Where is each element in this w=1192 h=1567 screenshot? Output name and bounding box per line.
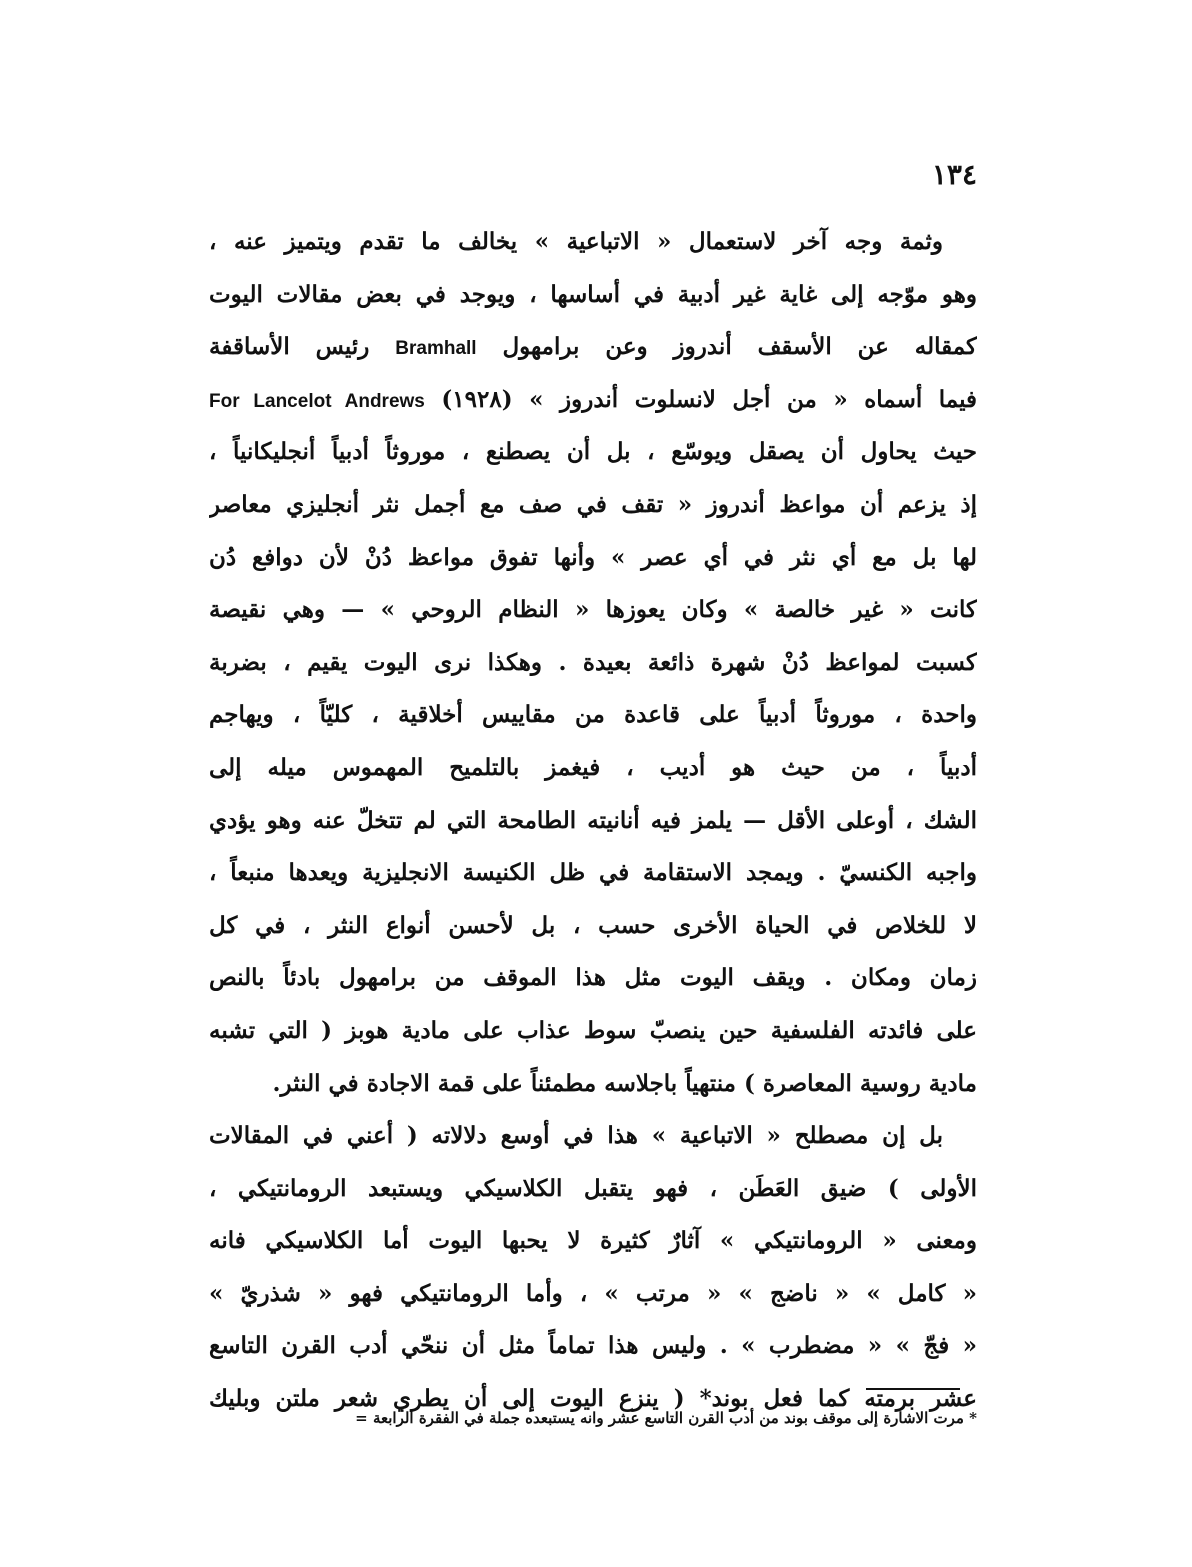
footnote-divider [866, 1388, 960, 1390]
text-segment: فيما أسماه « من أجل لانسلوت أندروز » (١٩٢٨) [441, 385, 977, 413]
text-line [209, 374, 977, 427]
text-line: لا للخلاص في الحياة الأخرى حسب ، بل لأحسن أنواع النثر ، في كل [209, 911, 977, 939]
page-number: ١٣٤ [931, 158, 977, 191]
text-line: إذ يزعم أن مواعظ أندروز « تقف في صف مع أجمل نثر أنجليزي معاصر [209, 490, 977, 518]
text-line: الشك ، أوعلى الأقل — يلمز فيه أنانيته الطامحة التي لم تتخلّ عنه وهو يؤدي [209, 806, 977, 834]
text-line: واحدة ، موروثاً أدبياً على قاعدة من مقاييس أخلاقية ، كليّاً ، ويهاجم [209, 701, 977, 729]
text-line: حيث يحاول أن يصقل ويوسّع ، بل أن يصطنع ، موروثاً أدبياً أنجليكانياً ، [209, 438, 977, 466]
text-line: عشر برمته كما فعل بوند* ( ينزع اليوت إلى أن يطري شعر ملتن وبليك [209, 1385, 977, 1413]
text-segment: كمقاله عن الأسقف أندروز وعن برامهول [502, 333, 977, 361]
text-segment: رئيس الأساقفة [209, 333, 370, 361]
text-line: كانت « غير خالصة » وكان يعوزها « النظام الروحي » — وهي نقيصة [209, 596, 977, 624]
text-line: أدبياً ، من حيث هو أديب ، فيغمز بالتلميح المهموس ميله إلى [209, 753, 977, 781]
text-line: وهو موّجه إلى غاية غير أدبية في أساسها ، ويوجد في بعض مقالات اليوت [209, 280, 977, 308]
latin-title: For Lancelot Andrews [209, 390, 425, 412]
text-line: « فجّ » « مضطرب » . وليس هذا تماماً مثل أن ننحّي أدب القرن التاسع [209, 1332, 977, 1360]
text-line: الأولى ) ضيق العَطَن ، فهو يتقبل الكلاسيكي ويستبعد الرومانتيكي ، [209, 1174, 977, 1202]
text-line: « كامل » « ناضج » « مرتب » ، وأما الرومانتيكي فهو « شذريّ » [209, 1279, 977, 1307]
text-line: واجبه الكنسيّ . ويمجد الاستقامة في ظل الكنيسة الانجليزية ويعدها منبعاً ، [209, 859, 977, 887]
text-line: لها بل مع أي نثر في أي عصر » وأنها تفوق مواعظ دُنْ لأن دوافع دُن [209, 543, 977, 571]
text-line [209, 321, 977, 374]
text-line: وثمة وجه آخر لاستعمال « الاتباعية » يخالف ما تقدم ويتميز عنه ، [209, 228, 943, 255]
text-line: كسبت لمواعظ دُنْ شهرة ذائعة بعيدة . وهكذا نرى اليوت يقيم ، بضربة [209, 648, 977, 676]
text-line: بل إن مصطلح « الاتباعية » هذا في أوسع دلالاته ( أعني في المقالات [209, 1122, 943, 1150]
latin-name: Bramhall [395, 338, 477, 360]
footnote: * مرت الاشارة إلى موقف بوند من أدب القرن التاسع عشر وانه يستبعده جملة في الفقرة الرابعة = [355, 1409, 977, 1427]
body-text [209, 216, 977, 1426]
text-line: ومعنى « الرومانتيكي » آثارٌ كثيرة لا يحبها اليوت أما الكلاسيكي فانه [209, 1227, 977, 1255]
text-line: زمان ومكان . ويقف اليوت مثل هذا الموقف من برامهول بادئاً بالنص [209, 964, 977, 992]
text-line: على فائدته الفلسفية حين ينصبّ سوط عذاب على مادية هوبز ( التي تشبه [209, 1016, 977, 1044]
text-line: مادية روسية المعاصرة ) منتهياً باجلاسه مطمئناً على قمة الاجادة في النثر. [272, 1069, 977, 1097]
